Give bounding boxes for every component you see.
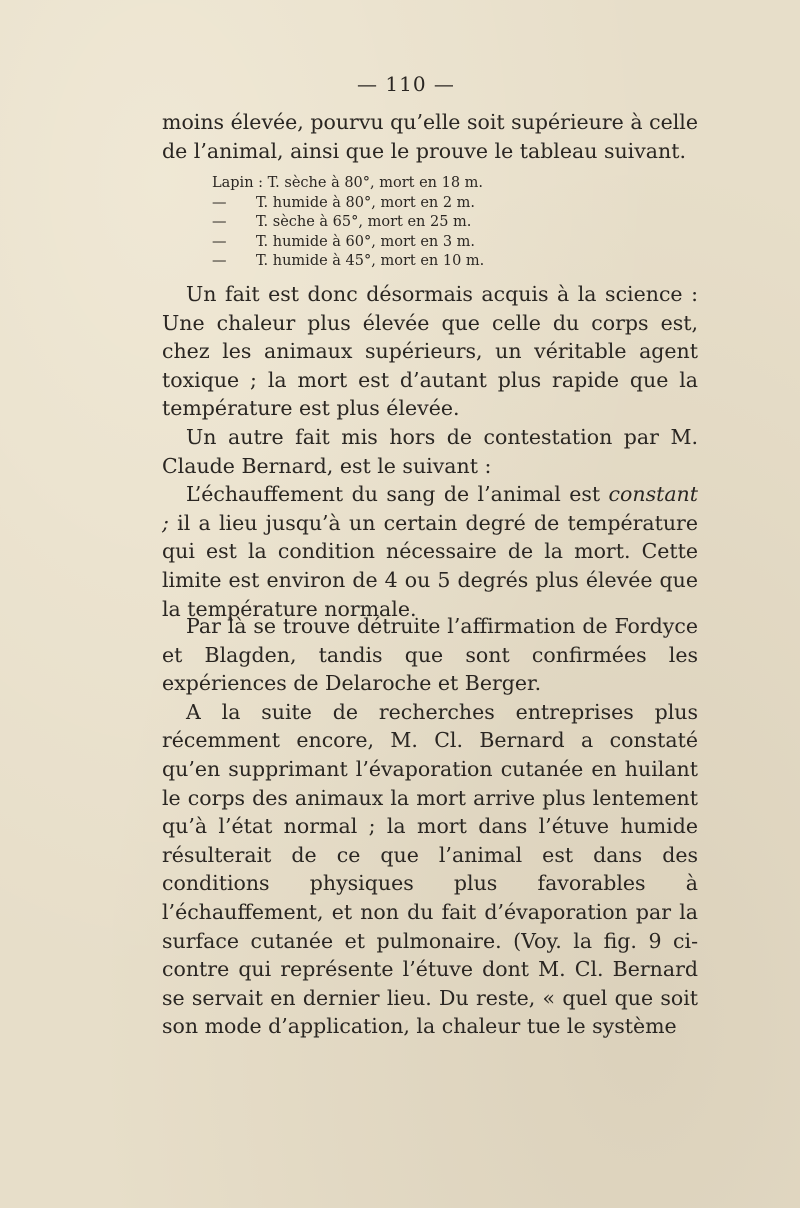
table-row [212,233,484,253]
table-row-text: T. humide à 60°, mort en 3 m. [256,233,476,250]
table-row-text: T. sèche à 80°, mort en 18 m. [267,175,484,191]
table-row-text: T. humide à 45°, mort en 10 m. [256,253,485,269]
paragraph-toxic-heat: Un fait est donc désormais acquis à la science : Une chaleur plus élevée que celle du corps est, chez les animaux supérieurs, un véritable agent toxique ; la mort est d’autant plus rapide que la température est plus élevée. [162,282,698,421]
paragraph-recent-research: A la suite de recherches entreprises plus récemment encore, M. Cl. Bernard a constaté qu’en supprimant l’évaporation cutanée en huilant le corps des animaux la mort arrive plus lentement qu’à l’état normal ; la mort dans l’étuve humide résulterait de ce que l’animal est dans des conditions physiques plus favorables à l’échauffement, et non du fait d’évaporation par la surface cutanée et pulmonaire. (Voy. la fig. 9 ci-contre qui représente l’étuve dont M. Cl. Bernard se servait en dernier lieu. Du reste, « quel que soit son mode d’application, la chaleur tue le système [162,699,698,1039]
page-number: — 110 — [357,72,455,96]
paragraph-blood-heating [162,480,698,623]
table-row-prefix: Lapin : [212,175,264,191]
table-row-prefix: — [212,214,227,230]
table-row-text: T. sèche à 65°, mort en 25 m. [256,214,472,230]
table-row-text: T. humide à 80°, mort en 2 m. [256,194,476,211]
body-section-2 [162,612,698,1041]
paragraph-fordyce-blagden: Par là se trouve détruite l’affirmation de Fordyce et Blagden, tandis que sont confirmées les expériences de Delaroche et Berger. [162,614,698,696]
paragraph-text: il a lieu jusqu’à un certain degré de température qui est la condition nécessaire de la mort. Cette limite est environ de 4 ou 5 degrés plus élevée que la température normale. [162,510,698,621]
table-row-prefix: — [212,233,227,250]
table-row-prefix: — [212,194,227,211]
paragraph-text: L’échauffement du sang de l’animal est [186,482,609,507]
table-row [212,252,484,272]
body-section-1 [162,280,698,623]
emphasized-text: constant ; [162,482,698,535]
intro-paragraph: moins élevée, pourvu qu’elle soit supérieure à celle de l’animal, ainsi que le prouve le tableau suivant. [162,110,698,163]
table-row [212,194,484,214]
table-row-prefix: — [212,253,227,269]
table-row [212,174,484,194]
table-row [212,213,484,233]
paragraph-claude-bernard: Un autre fait mis hors de contestation par M. Claude Bernard, est le suivant : [162,424,698,478]
experiment-table [212,174,484,272]
